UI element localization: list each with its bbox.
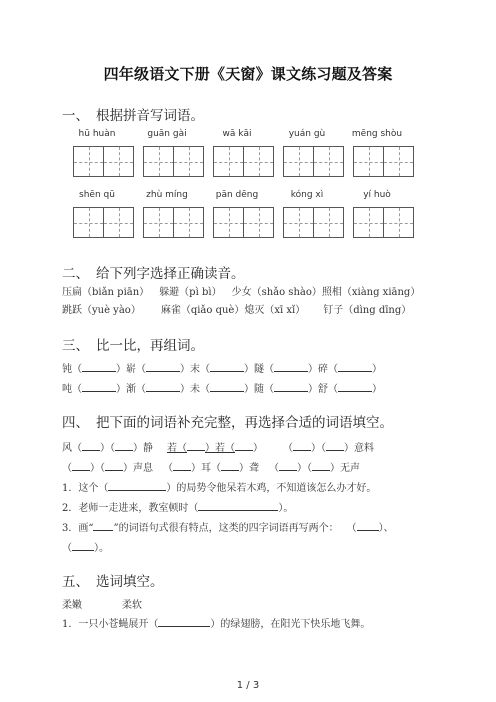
writing-box[interactable] — [73, 146, 134, 177]
writing-box[interactable] — [143, 146, 204, 177]
char: 随 — [254, 384, 264, 395]
answer-blank[interactable] — [82, 382, 116, 392]
writing-box[interactable] — [143, 207, 204, 238]
writing-box[interactable] — [73, 207, 134, 238]
writing-box[interactable] — [283, 146, 344, 177]
word-choices — [62, 596, 142, 611]
question-5-1: 1．一只小苍蝇展开（ ）的绿翅膀，在阳光下快乐地飞舞。 — [62, 619, 371, 630]
char: 隧 — [254, 364, 264, 375]
section-1-heading — [62, 104, 204, 124]
pinyin: wā kāi — [222, 129, 252, 139]
section-number: 三、 — [62, 338, 89, 354]
section-title: 给下列字选择正确读音。 — [96, 266, 245, 282]
pronunciation-item[interactable]: 压扁（biǎn piān） — [62, 287, 150, 298]
section-title: 把下面的词语补充完整，再选择合适的词语填空。 — [96, 415, 393, 431]
writing-box[interactable] — [213, 146, 274, 177]
answer-blank[interactable] — [357, 521, 379, 531]
char: 舒 — [318, 384, 328, 395]
answer-blank[interactable] — [274, 382, 308, 392]
pronunciation-line-2 — [62, 301, 411, 316]
answer-blank[interactable] — [105, 461, 123, 471]
char: 钝 — [62, 364, 72, 375]
answer-blank[interactable] — [72, 541, 94, 551]
pronunciation-item[interactable]: 钉子（dìng dīng） — [323, 305, 412, 316]
answer-blank[interactable] — [146, 382, 180, 392]
section-title: 根据拼音写词语。 — [96, 108, 204, 124]
pronunciation-item[interactable]: 躲避（pì bì） — [159, 287, 222, 298]
answer-blank[interactable] — [146, 362, 180, 372]
answer-blank[interactable] — [210, 382, 244, 392]
compare-row-2: 吨（ ）渐（ ）未（ ）随（ ）舒（ ） — [62, 380, 382, 395]
question-4-3: 3．画“ ”的词语句式很有特点，这类的四字词语再写两个： （ ）、 — [62, 523, 394, 534]
page-number: 1 / 3 — [236, 680, 260, 691]
word-choice: 柔软 — [122, 600, 142, 611]
answer-blank[interactable] — [115, 441, 133, 451]
section-number: 二、 — [62, 266, 89, 282]
answer-blank[interactable] — [221, 461, 239, 471]
answer-blank[interactable] — [82, 441, 100, 451]
section-3-heading — [62, 334, 204, 354]
answer-blank[interactable] — [93, 521, 113, 531]
pinyin-row-2 — [72, 190, 432, 204]
pinyin: shēn qū — [79, 190, 115, 200]
section-5-heading — [62, 570, 164, 590]
pinyin-row-1 — [72, 129, 432, 143]
answer-blank[interactable] — [158, 617, 210, 627]
pronunciation-item[interactable]: 麻雀（qiǎo què）熄灭（xī xǐ） — [160, 305, 306, 316]
section-number: 五、 — [62, 574, 89, 590]
answer-blank[interactable] — [210, 362, 244, 372]
idiom-row-1: 风（ ）（ ）静 若（ ）若（ ） （ ）（ ）意料 — [62, 443, 374, 454]
section-number: 四、 — [62, 415, 89, 431]
pinyin: zhù míng — [146, 190, 188, 200]
char: 未 — [190, 384, 200, 395]
question-4-2: 2．老师一走进来，教室顿时（ ）。 — [62, 503, 294, 514]
writing-box[interactable] — [283, 207, 344, 238]
pinyin: mēng shòu — [351, 129, 403, 139]
answer-blank[interactable] — [108, 481, 166, 491]
char: 渐 — [126, 384, 136, 395]
section-2-heading — [62, 262, 245, 282]
pinyin: pān dēng — [215, 190, 259, 200]
section-title: 比一比，再组词。 — [96, 338, 204, 354]
word-choice: 柔嫩 — [62, 600, 82, 611]
answer-blank[interactable] — [293, 441, 311, 451]
pinyin: yuán gù — [288, 129, 326, 139]
writing-grid-row-1 — [73, 146, 433, 179]
answer-blank[interactable] — [338, 382, 372, 392]
answer-blank[interactable] — [198, 501, 278, 511]
pinyin: guān gài — [147, 129, 187, 139]
writing-box[interactable] — [353, 146, 414, 177]
idiom-row-2: （ ）（ ）声息 （ ）耳（ ）聋 （ ）（ ）无声 — [62, 463, 360, 474]
page-title: 四年级语文下册《天窗》课文练习题及答案 — [103, 65, 393, 83]
compare-row-1: 钝（ ）崭（ ）末（ ）隧（ ）碎（ ） — [62, 360, 382, 375]
section-number: 一、 — [62, 108, 89, 124]
answer-blank[interactable] — [326, 441, 344, 451]
question-4-1: 1．这个（ ）的局势令他呆若木鸡，不知道该怎么办才好。 — [62, 483, 377, 494]
pinyin: kóng xì — [290, 190, 324, 200]
writing-box[interactable] — [353, 207, 414, 238]
char: 末 — [190, 364, 200, 375]
writing-grid-row-2 — [73, 207, 433, 240]
answer-blank[interactable] — [274, 362, 308, 372]
answer-blank[interactable] — [173, 461, 191, 471]
section-4-heading — [62, 411, 393, 431]
char: 碎 — [318, 364, 328, 375]
pronunciation-item[interactable]: 跳跃（yuè yào） — [62, 305, 141, 316]
char: 吨 — [62, 384, 72, 395]
section-title: 选词填空。 — [96, 574, 164, 590]
answer-blank[interactable] — [82, 362, 116, 372]
writing-box[interactable] — [213, 207, 274, 238]
pinyin: yí huò — [363, 190, 391, 200]
char: 崭 — [126, 364, 136, 375]
question-4-3-cont: （ ）。 — [62, 543, 109, 554]
answer-blank[interactable] — [338, 362, 372, 372]
answer-blank[interactable] — [187, 441, 205, 451]
answer-blank[interactable] — [312, 461, 330, 471]
answer-blank[interactable] — [235, 441, 253, 451]
answer-blank[interactable] — [72, 461, 90, 471]
pronunciation-item[interactable]: 少女（shǎo shào）照相（xiàng xiāng） — [231, 287, 421, 298]
answer-blank[interactable] — [279, 461, 297, 471]
pronunciation-line-1 — [62, 283, 420, 298]
pinyin: hū huàn — [78, 129, 116, 139]
